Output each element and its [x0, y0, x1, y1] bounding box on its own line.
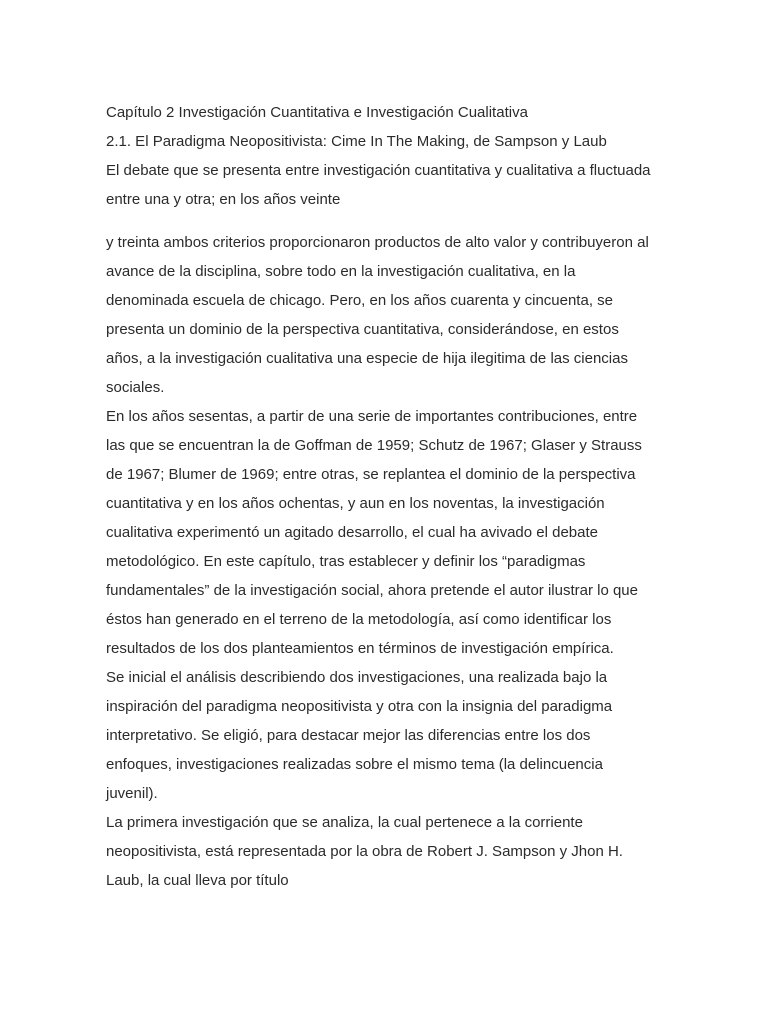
text-line: avance de la disciplina, sobre todo en la investigación cualitativa, en la — [106, 263, 576, 280]
paragraph-gap — [106, 214, 666, 228]
document-page — [106, 98, 666, 895]
text-line: interpretativo. Se eligió, para destacar mejor las diferencias entre los dos — [106, 727, 591, 744]
text-line: inspiración del paradigma neopositivista y otra con la insignia del paradigma — [106, 698, 613, 715]
body-text — [106, 228, 666, 895]
text-line: presenta un dominio de la perspectiva cuantitativa, considerándose, en estos — [106, 321, 619, 338]
text-line: resultados de los dos planteamientos en términos de investigación empírica. — [106, 640, 614, 657]
text-line: La primera investigación que se analiza, la cual pertenece a la corriente — [106, 814, 583, 831]
text-line: metodológico. En este capítulo, tras establecer y definir los “paradigmas — [106, 553, 586, 570]
text-line: y treinta ambos criterios proporcionaron productos de alto valor y contribuyeron al — [106, 234, 649, 251]
text-line: fundamentales” de la investigación social, ahora pretende el autor ilustrar lo que — [106, 582, 638, 599]
text-line: Se inicial el análisis describiendo dos investigaciones, una realizada bajo la — [106, 669, 608, 686]
text-line: sociales. — [106, 379, 165, 396]
text-line: En los años sesentas, a partir de una serie de importantes contribuciones, entre — [106, 408, 638, 425]
chapter-title: Capítulo 2 Investigación Cuantitativa e Investigación Cualitativa — [106, 104, 528, 121]
text-line: Laub, la cual lleva por título — [106, 872, 289, 889]
text-line: enfoques, investigaciones realizadas sobre el mismo tema (la delincuencia — [106, 756, 603, 773]
text-line: de 1967; Blumer de 1969; entre otras, se replantea el dominio de la perspectiva — [106, 466, 636, 483]
intro-paragraph — [106, 156, 666, 214]
text-line: El debate que se presenta entre investigación cuantitativa y cualitativa a fluctuada — [106, 162, 651, 179]
text-line: años, a la investigación cualitativa una especie de hija ilegitima de las ciencias — [106, 350, 628, 367]
text-line: denominada escuela de chicago. Pero, en los años cuarenta y cincuenta, se — [106, 292, 613, 309]
text-line: las que se encuentran la de Goffman de 1959; Schutz de 1967; Glaser y Strauss — [106, 437, 642, 454]
text-line: neopositivista, está representada por la obra de Robert J. Sampson y Jhon H. — [106, 843, 623, 860]
text-line: cuantitativa y en los años ochentas, y aun en los noventas, la investigación — [106, 495, 605, 512]
text-line: cualitativa experimentó un agitado desarrollo, el cual ha avivado el debate — [106, 524, 598, 541]
text-line: juvenil). — [106, 785, 158, 802]
text-line: éstos han generado en el terreno de la metodología, así como identificar los — [106, 611, 612, 628]
section-subtitle: 2.1. El Paradigma Neopositivista: Cime In The Making, de Sampson y Laub — [106, 133, 607, 150]
text-line: entre una y otra; en los años veinte — [106, 191, 341, 208]
